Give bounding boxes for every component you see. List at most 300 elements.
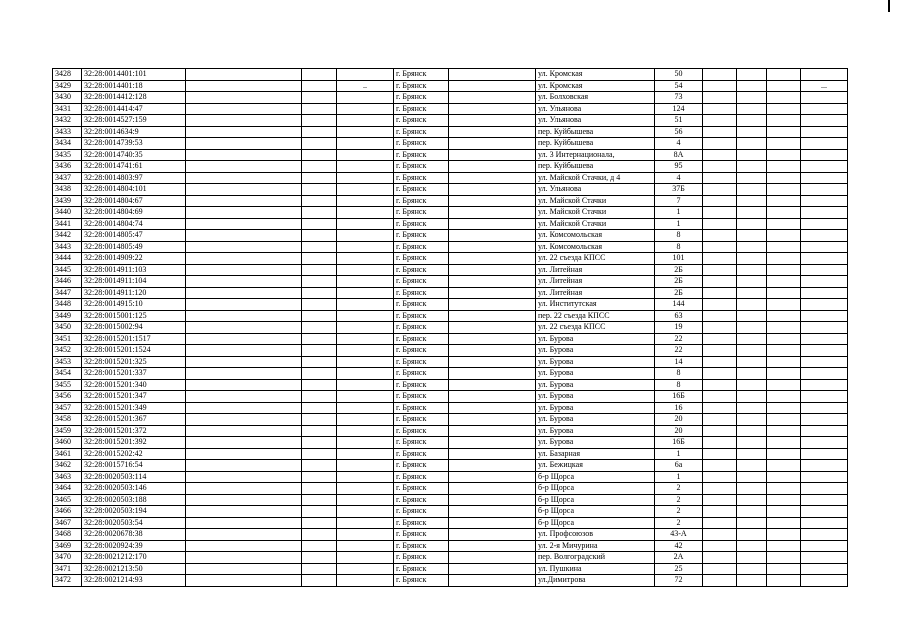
street: пер. Волгоградский [536, 552, 655, 564]
empty-cell [449, 195, 536, 207]
city: г. Брянск [394, 172, 449, 184]
cadastral-number: 32:28:0015201:325 [82, 356, 186, 368]
empty-cell [337, 333, 394, 345]
empty-cell [186, 529, 302, 541]
empty-cell [767, 149, 801, 161]
empty-cell [449, 310, 536, 322]
cadastral-number: 32:28:0015001:125 [82, 310, 186, 322]
table-row [53, 563, 848, 575]
cadastral-number: 32:28:0014915:10 [82, 299, 186, 311]
empty-cell [703, 276, 737, 288]
empty-cell [737, 448, 767, 460]
empty-cell [703, 80, 737, 92]
row-number: 3453 [53, 356, 82, 368]
cadastral-number: 32:28:0020924:39 [82, 540, 186, 552]
table-row [53, 276, 848, 288]
city: г. Брянск [394, 264, 449, 276]
house-number: 51 [655, 115, 703, 127]
table-row [53, 322, 848, 334]
cadastral-number: 32:28:0015716:54 [82, 460, 186, 472]
empty-cell [337, 494, 394, 506]
empty-cell [801, 529, 848, 541]
street: ул. Майской Стачки [536, 195, 655, 207]
empty-cell [703, 218, 737, 230]
city: г. Брянск [394, 218, 449, 230]
empty-cell [302, 437, 337, 449]
empty-cell [767, 287, 801, 299]
empty-cell [186, 241, 302, 253]
empty-cell [337, 207, 394, 219]
cadastral-number: 32:28:0021212:170 [82, 552, 186, 564]
empty-cell [449, 333, 536, 345]
city: г. Брянск [394, 379, 449, 391]
city: г. Брянск [394, 138, 449, 150]
empty-cell [737, 310, 767, 322]
empty-cell [337, 368, 394, 380]
cadastral-number: 32:28:0014804:101 [82, 184, 186, 196]
empty-cell [337, 379, 394, 391]
empty-cell [337, 483, 394, 495]
empty-cell [449, 241, 536, 253]
empty-cell [337, 241, 394, 253]
empty-cell [801, 230, 848, 242]
empty-cell [703, 414, 737, 426]
table-row [53, 218, 848, 230]
row-number: 3456 [53, 391, 82, 403]
empty-cell [703, 138, 737, 150]
row-number: 3449 [53, 310, 82, 322]
empty-cell [767, 69, 801, 81]
house-number: 144 [655, 299, 703, 311]
row-number: 3433 [53, 126, 82, 138]
empty-cell [449, 126, 536, 138]
empty-cell [186, 471, 302, 483]
house-number: 2Б [655, 264, 703, 276]
empty-cell [703, 333, 737, 345]
table-row [53, 207, 848, 219]
empty-cell [337, 540, 394, 552]
empty-cell [302, 575, 337, 587]
empty-cell [801, 563, 848, 575]
empty-cell [767, 103, 801, 115]
empty-cell [302, 402, 337, 414]
empty-cell [801, 310, 848, 322]
row-number: 3446 [53, 276, 82, 288]
cadastral-number: 32:28:0014527:159 [82, 115, 186, 127]
empty-cell [449, 207, 536, 219]
table-row [53, 264, 848, 276]
empty-cell [737, 575, 767, 587]
empty-cell [767, 264, 801, 276]
empty-cell [337, 552, 394, 564]
empty-cell [703, 460, 737, 472]
empty-cell [186, 92, 302, 104]
table-row [53, 333, 848, 345]
empty-cell [801, 241, 848, 253]
street: ул. 3 Интернационала, [536, 149, 655, 161]
empty-cell [767, 529, 801, 541]
empty-cell [337, 184, 394, 196]
house-number: 19 [655, 322, 703, 334]
empty-cell [767, 391, 801, 403]
table-row [53, 460, 848, 472]
empty-cell [186, 506, 302, 518]
row-number: 3463 [53, 471, 82, 483]
empty-cell [703, 563, 737, 575]
street: ул. Майской Стачки [536, 218, 655, 230]
table-row [53, 184, 848, 196]
street: ул. Кромская [536, 69, 655, 81]
empty-cell [186, 552, 302, 564]
cadastral-number: 32:28:0014804:74 [82, 218, 186, 230]
empty-cell [703, 69, 737, 81]
house-number: 16Б [655, 437, 703, 449]
city: г. Брянск [394, 299, 449, 311]
row-number: 3452 [53, 345, 82, 357]
empty-cell [703, 506, 737, 518]
empty-cell [449, 414, 536, 426]
city: г. Брянск [394, 126, 449, 138]
empty-cell [703, 529, 737, 541]
empty-cell [186, 126, 302, 138]
empty-cell [302, 80, 337, 92]
empty-cell [302, 218, 337, 230]
row-number: 3431 [53, 103, 82, 115]
empty-cell [737, 264, 767, 276]
row-number: 3471 [53, 563, 82, 575]
empty-cell [186, 149, 302, 161]
house-number: 2 [655, 483, 703, 495]
house-number: 101 [655, 253, 703, 265]
empty-cell [186, 448, 302, 460]
house-number: 16 [655, 402, 703, 414]
row-number: 3455 [53, 379, 82, 391]
house-number: 8 [655, 368, 703, 380]
empty-cell [703, 379, 737, 391]
table-row [53, 345, 848, 357]
empty-cell [801, 149, 848, 161]
empty-cell [703, 540, 737, 552]
empty-cell [449, 437, 536, 449]
empty-cell [703, 368, 737, 380]
row-number: 3458 [53, 414, 82, 426]
city: г. Брянск [394, 253, 449, 265]
row-number: 3466 [53, 506, 82, 518]
table-row [53, 414, 848, 426]
row-number: 3438 [53, 184, 82, 196]
empty-cell [186, 287, 302, 299]
empty-cell [337, 414, 394, 426]
empty-cell [186, 115, 302, 127]
empty-cell [737, 103, 767, 115]
row-number: 3432 [53, 115, 82, 127]
empty-cell [302, 92, 337, 104]
empty-cell [337, 437, 394, 449]
house-number: 6а [655, 460, 703, 472]
empty-cell [337, 391, 394, 403]
row-number: 3467 [53, 517, 82, 529]
empty-cell [737, 126, 767, 138]
cadastral-number: 32:28:0014634:9 [82, 126, 186, 138]
city: г. Брянск [394, 322, 449, 334]
empty-cell [737, 322, 767, 334]
empty-cell [737, 207, 767, 219]
house-number: 63 [655, 310, 703, 322]
table-row [53, 115, 848, 127]
row-number: 3444 [53, 253, 82, 265]
cadastral-number: 32:28:0014401:18 [82, 80, 186, 92]
empty-cell [449, 103, 536, 115]
empty-cell [449, 517, 536, 529]
empty-cell [186, 345, 302, 357]
empty-cell [767, 241, 801, 253]
city: г. Брянск [394, 368, 449, 380]
empty-cell [186, 195, 302, 207]
empty-cell [302, 460, 337, 472]
house-number: 37Б [655, 184, 703, 196]
cadastral-number: 32:28:0020503:188 [82, 494, 186, 506]
table-row [53, 103, 848, 115]
city: г. Брянск [394, 103, 449, 115]
empty-cell [302, 494, 337, 506]
row-number: 3442 [53, 230, 82, 242]
house-number: 54 [655, 80, 703, 92]
street: ул. Ульянова [536, 103, 655, 115]
empty-cell [186, 517, 302, 529]
city: г. Брянск [394, 80, 449, 92]
empty-cell [703, 161, 737, 173]
row-number: 3461 [53, 448, 82, 460]
empty-cell [801, 471, 848, 483]
table-row [53, 483, 848, 495]
empty-cell [186, 80, 302, 92]
street: ул. Бежицкая [536, 460, 655, 472]
empty-cell [302, 241, 337, 253]
empty-cell [737, 356, 767, 368]
table-row [53, 149, 848, 161]
empty-cell [302, 310, 337, 322]
empty-cell [737, 391, 767, 403]
empty-cell [767, 494, 801, 506]
city: г. Брянск [394, 345, 449, 357]
cadastral-number: 32:28:0014412:128 [82, 92, 186, 104]
empty-cell [737, 540, 767, 552]
city: г. Брянск [394, 506, 449, 518]
empty-cell [767, 80, 801, 92]
cadastral-number: 32:28:0014739:53 [82, 138, 186, 150]
empty-cell [186, 563, 302, 575]
empty-cell [737, 241, 767, 253]
empty-cell [703, 287, 737, 299]
empty-cell [737, 195, 767, 207]
table-row [53, 575, 848, 587]
cadastral-number: 32:28:0020503:114 [82, 471, 186, 483]
empty-cell [186, 414, 302, 426]
cadastral-number: 32:28:0021214:93 [82, 575, 186, 587]
empty-cell [767, 506, 801, 518]
city: г. Брянск [394, 333, 449, 345]
empty-cell [186, 402, 302, 414]
row-number: 3448 [53, 299, 82, 311]
city: г. Брянск [394, 356, 449, 368]
table-row [53, 310, 848, 322]
empty-cell [801, 103, 848, 115]
empty-cell [703, 483, 737, 495]
table-row [53, 126, 848, 138]
empty-cell [737, 529, 767, 541]
house-number: 16Б [655, 391, 703, 403]
empty-cell [449, 80, 536, 92]
empty-cell [186, 483, 302, 495]
empty-cell [449, 494, 536, 506]
empty-cell [801, 345, 848, 357]
house-number: 73 [655, 92, 703, 104]
cadastral-number: 32:28:0015202:42 [82, 448, 186, 460]
city: г. Брянск [394, 483, 449, 495]
empty-cell [703, 207, 737, 219]
empty-cell [302, 368, 337, 380]
empty-cell [801, 506, 848, 518]
house-number: 1 [655, 471, 703, 483]
empty-cell [801, 425, 848, 437]
empty-cell [801, 483, 848, 495]
cadastral-number: 32:28:0021213:50 [82, 563, 186, 575]
empty-cell [449, 483, 536, 495]
empty-cell [337, 115, 394, 127]
empty-cell [767, 437, 801, 449]
empty-cell [186, 253, 302, 265]
empty-cell [801, 494, 848, 506]
row-number: 3430 [53, 92, 82, 104]
city: г. Брянск [394, 529, 449, 541]
empty-cell [449, 253, 536, 265]
row-number: 3447 [53, 287, 82, 299]
city: г. Брянск [394, 437, 449, 449]
empty-cell [801, 69, 848, 81]
empty-cell [737, 80, 767, 92]
table-row [53, 437, 848, 449]
city: г. Брянск [394, 69, 449, 81]
empty-cell [703, 241, 737, 253]
empty-cell [703, 184, 737, 196]
street: пер. Куйбышева [536, 138, 655, 150]
row-number: 3457 [53, 402, 82, 414]
empty-cell [801, 448, 848, 460]
empty-cell [449, 264, 536, 276]
empty-cell [186, 207, 302, 219]
scan-edge-mark [888, 0, 890, 12]
table-row [53, 494, 848, 506]
empty-cell [337, 299, 394, 311]
cadastral-number: 32:28:0014909:22 [82, 253, 186, 265]
empty-cell [449, 138, 536, 150]
cadastral-number: 32:28:0015201:337 [82, 368, 186, 380]
empty-cell [186, 575, 302, 587]
cadastral-number: 32:28:0014401:101 [82, 69, 186, 81]
empty-cell [767, 115, 801, 127]
cadastral-number: 32:28:0014804:69 [82, 207, 186, 219]
table-row [53, 425, 848, 437]
row-number: 3441 [53, 218, 82, 230]
cadastral-number: 32:28:0014803:97 [82, 172, 186, 184]
empty-cell [449, 345, 536, 357]
table-row [53, 529, 848, 541]
city: г. Брянск [394, 287, 449, 299]
empty-cell [801, 126, 848, 138]
empty-cell [767, 310, 801, 322]
empty-cell [186, 172, 302, 184]
cadastral-number: 32:28:0014911:120 [82, 287, 186, 299]
city: г. Брянск [394, 161, 449, 173]
empty-cell [737, 253, 767, 265]
empty-cell [801, 138, 848, 150]
house-number: 4 [655, 138, 703, 150]
empty-cell [186, 299, 302, 311]
empty-cell [302, 552, 337, 564]
table-row [53, 287, 848, 299]
empty-cell [737, 471, 767, 483]
empty-cell [302, 425, 337, 437]
empty-cell [302, 517, 337, 529]
table-row [53, 391, 848, 403]
empty-cell [449, 460, 536, 472]
empty-cell [337, 460, 394, 472]
empty-cell [449, 218, 536, 230]
cadastral-number: 32:28:0014911:103 [82, 264, 186, 276]
city: г. Брянск [394, 115, 449, 127]
empty-cell [302, 207, 337, 219]
empty-cell [186, 494, 302, 506]
city: г. Брянск [394, 207, 449, 219]
empty-cell [186, 184, 302, 196]
empty-cell [737, 483, 767, 495]
empty-cell [186, 425, 302, 437]
house-number: 72 [655, 575, 703, 587]
empty-cell [449, 402, 536, 414]
street: ул. Бурова [536, 437, 655, 449]
empty-cell [337, 356, 394, 368]
city: г. Брянск [394, 448, 449, 460]
empty-cell [449, 506, 536, 518]
empty-cell [801, 92, 848, 104]
empty-cell [337, 448, 394, 460]
empty-cell [703, 264, 737, 276]
empty-cell [801, 402, 848, 414]
empty-cell [767, 471, 801, 483]
cadastral-number: 32:28:0014911:104 [82, 276, 186, 288]
cadastral-number: 32:28:0015201:372 [82, 425, 186, 437]
street: пер. Куйбышева [536, 126, 655, 138]
house-number: 1 [655, 218, 703, 230]
empty-cell [186, 368, 302, 380]
street: ул. Профсоюзов [536, 529, 655, 541]
empty-cell [337, 517, 394, 529]
empty-cell [801, 460, 848, 472]
empty-cell [302, 230, 337, 242]
empty-cell [703, 471, 737, 483]
empty-cell [703, 494, 737, 506]
cadastral-number: 32:28:0015201:349 [82, 402, 186, 414]
empty-cell [767, 552, 801, 564]
house-number: 50 [655, 69, 703, 81]
empty-cell [302, 161, 337, 173]
row-number: 3440 [53, 207, 82, 219]
empty-cell [337, 402, 394, 414]
cadastral-number: 32:28:0015201:347 [82, 391, 186, 403]
empty-cell [449, 563, 536, 575]
house-number: 22 [655, 345, 703, 357]
empty-cell [337, 529, 394, 541]
